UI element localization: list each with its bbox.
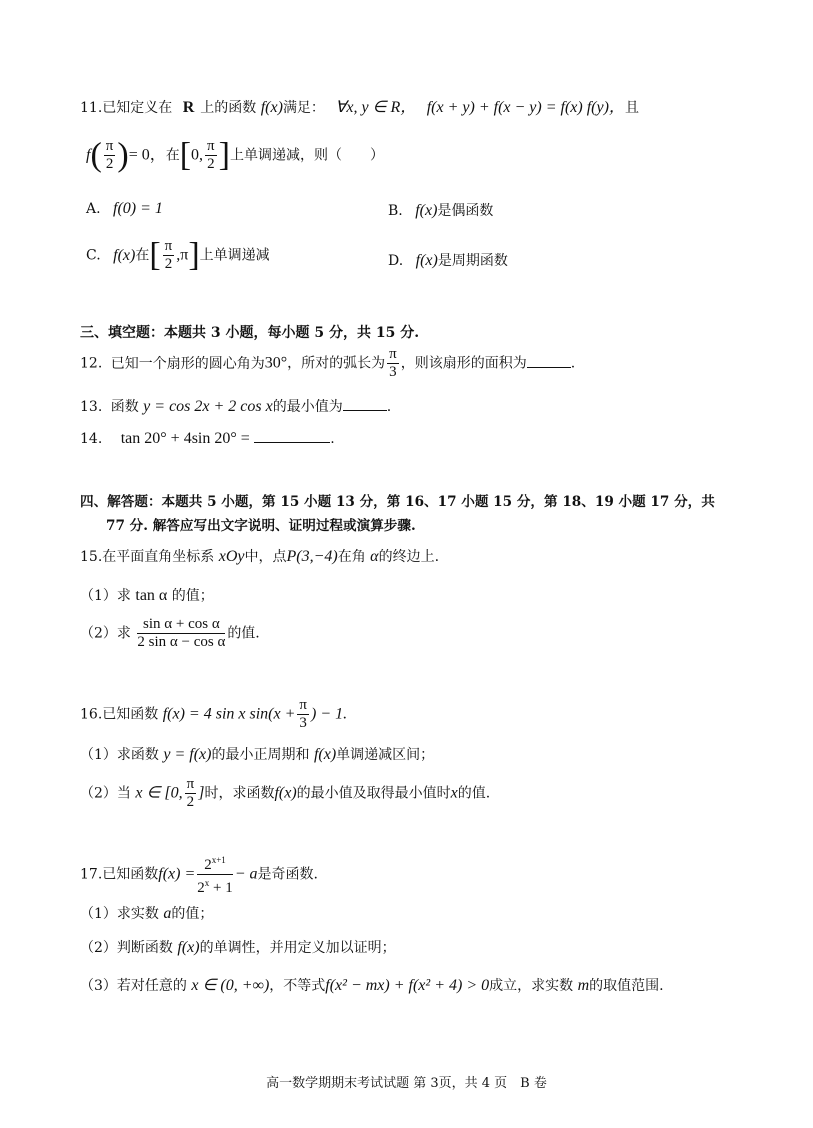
page-footer: 高一数学期期末考试试题 第 3页，共 4 页 B 卷 <box>266 1076 547 1091</box>
part-label: （3）若对任意的 <box>80 978 187 994</box>
q11-line1 <box>80 94 639 117</box>
question-number: 15. <box>80 549 103 565</box>
option-label: C. <box>86 247 101 264</box>
text: 满足： <box>282 100 325 116</box>
text: . <box>570 355 576 372</box>
math-expr: = 0， <box>128 146 166 164</box>
text: 的值； <box>171 906 214 922</box>
base: 2 <box>204 857 212 873</box>
denominator: 3 <box>299 715 307 731</box>
exponent: x <box>204 878 210 888</box>
text: 的值. <box>227 625 260 642</box>
answer-blank[interactable] <box>254 430 330 443</box>
q15-part1 <box>80 585 214 605</box>
denominator: 2 sin α − cos α <box>137 634 226 650</box>
math-expr: − a <box>234 865 258 883</box>
text: 的值； <box>171 588 214 604</box>
fraction-pi-2 <box>185 776 197 811</box>
q11-line2 <box>86 138 384 173</box>
real-set-symbol: R <box>182 99 195 116</box>
math-expr: f(x) = 4 sin x sin(x + <box>162 705 296 723</box>
question-number: 13. <box>80 399 103 415</box>
fraction-pi-3 <box>387 346 399 381</box>
q17-part3 <box>80 975 664 995</box>
numerator: π <box>389 346 397 362</box>
text: . <box>386 399 392 415</box>
math-expr: ,π <box>176 246 189 264</box>
text: 是偶函数 <box>437 203 494 219</box>
math-expr: tan α <box>135 587 168 604</box>
text: ，所对的弧长为 <box>287 355 386 372</box>
option-b <box>388 200 493 220</box>
question-number: 11. <box>80 100 103 116</box>
text: 是奇函数. <box>257 866 318 883</box>
section-3-title: 三、填空题：本题共 3 小题，每小题 5 分，共 15 分. <box>80 325 420 341</box>
math-expr: m <box>577 977 590 994</box>
right-paren: ) <box>117 136 129 174</box>
math-expr: f(0) = 1 <box>113 200 163 217</box>
math-expr: x ∈ [0, <box>135 784 183 802</box>
den-tail: + 1 <box>209 880 233 896</box>
text: 是周期函数 <box>437 253 508 269</box>
denominator: 2 <box>186 794 195 810</box>
text: 的最小值为 <box>272 399 343 415</box>
q17-line <box>80 852 318 897</box>
left-bracket: [ <box>149 236 161 274</box>
numerator <box>197 852 232 875</box>
text: ，则该扇形的面积为 <box>400 355 527 372</box>
text: 已知定义在 <box>102 100 173 116</box>
text: 已知函数 <box>102 866 159 883</box>
option-label: D. <box>388 253 404 269</box>
math-expr: f(x) <box>415 202 438 219</box>
functional-equation: f(x + y) + f(x − y) = f(x) f(y)， <box>426 99 625 116</box>
text: 已知函数 <box>102 706 159 723</box>
part-label: （2）判断函数 <box>80 940 173 956</box>
math-expr: f(x) <box>113 246 136 264</box>
fraction-pi-2 <box>205 138 217 173</box>
numerator: π <box>299 697 307 713</box>
text: 的最小正周期和 <box>211 747 310 763</box>
base: 2 <box>197 880 205 896</box>
text: 在平面直角坐标系 <box>102 549 215 565</box>
text: 在角 <box>337 549 366 565</box>
answer-blank[interactable] <box>527 355 571 368</box>
left-paren: ( <box>90 136 102 174</box>
fraction-sin-cos <box>137 616 225 651</box>
part-label: （1）求函数 <box>80 747 159 763</box>
text: 的终边上. <box>378 549 440 565</box>
denominator <box>197 875 232 897</box>
text: 时，求函数 <box>204 785 275 802</box>
text: 中，点 <box>244 549 287 565</box>
math-expr: f(x) <box>260 99 283 116</box>
part-label: （2）求 <box>80 625 131 642</box>
option-d <box>388 250 508 270</box>
denominator: 3 <box>389 364 397 380</box>
math-expr: f(x) <box>177 939 200 956</box>
fraction-pi-3 <box>297 697 309 732</box>
q17-part2 <box>80 937 396 957</box>
text: 已知一个扇形的圆心角为 <box>110 355 265 372</box>
q16-part1 <box>80 744 434 764</box>
math-expr: a <box>163 905 172 922</box>
answer-blank[interactable] <box>343 398 387 411</box>
part-label: （2）当 <box>80 785 131 802</box>
question-number: 17. <box>80 866 103 883</box>
denominator: 2 <box>207 156 215 172</box>
question-number: 16. <box>80 706 103 723</box>
part-label: （1）求实数 <box>80 906 159 922</box>
point-p: P(3,−4) <box>286 548 338 565</box>
option-a <box>86 200 163 218</box>
text: 上单调递减 <box>199 247 270 264</box>
math-expr: α <box>370 548 379 565</box>
right-bracket: ] <box>188 236 200 274</box>
math-expr: y = cos 2x + 2 cos x <box>143 398 273 415</box>
section-4-title-line2: 77 分. 解答应写出文字说明、证明过程或演算步骤. <box>106 518 416 534</box>
q16-part2 <box>80 776 490 811</box>
q13-line <box>80 396 391 416</box>
math-expr: f(x² − mx) + f(x² + 4) > 0 <box>325 977 490 994</box>
section-4-title-line1: 四、解答题：本题共 5 小题，第 15 小题 13 分，第 16、17 小题 15 分，第 18、19 小题 17 分，共 <box>80 494 715 510</box>
math-expr: y = f(x) <box>163 746 212 763</box>
q17-part1 <box>80 903 213 923</box>
numerator: π <box>164 238 173 254</box>
exponent: x+1 <box>211 855 226 865</box>
q12-line <box>80 346 575 381</box>
left-bracket: [ <box>179 136 192 174</box>
q15-line <box>80 546 439 566</box>
q14-line <box>80 430 335 448</box>
math-expr: xOy <box>218 548 245 565</box>
q16-line <box>80 697 347 732</box>
option-label: B. <box>388 203 403 219</box>
denominator: 2 <box>164 256 173 272</box>
denominator: 2 <box>105 156 114 172</box>
text: 且 <box>624 100 639 116</box>
text: ，不等式 <box>269 978 326 994</box>
text: 在 <box>165 147 180 164</box>
math-expr: 30° <box>264 354 288 372</box>
math-expr: tan 20° + 4sin 20° = <box>120 430 250 447</box>
text: 的单调性，并用定义加以证明； <box>199 940 396 956</box>
math-expr: f(x) <box>415 252 438 269</box>
right-bracket: ] <box>218 136 230 174</box>
text: 的取值范围. <box>589 978 664 994</box>
question-number: 14. <box>80 431 103 447</box>
question-number: 12. <box>80 355 103 372</box>
option-c <box>86 238 270 273</box>
part-label: （1）求 <box>80 588 131 604</box>
fraction-pi-2 <box>104 138 116 173</box>
numerator: sin α + cos α <box>137 616 225 634</box>
math-expr: x <box>450 784 458 802</box>
q15-part2 <box>80 616 260 651</box>
numerator: π <box>186 776 195 792</box>
fraction-2x <box>197 852 232 897</box>
text: 单调递减区间； <box>336 747 435 763</box>
math-expr: f <box>86 146 91 164</box>
math-expr: f(x) <box>274 784 297 802</box>
math-expr: 0, <box>191 146 204 164</box>
math-expr: ∀x, y ∈ R， <box>335 99 417 116</box>
math-expr: ) − 1. <box>310 705 348 723</box>
math-expr: x ∈ (0, +∞) <box>191 977 270 994</box>
text: 上单调递减，则（ ） <box>229 147 384 164</box>
text: . <box>330 431 335 447</box>
math-expr: ] <box>198 784 205 802</box>
numerator: π <box>105 138 114 154</box>
text: 的值. <box>457 785 491 802</box>
text: 成立，求实数 <box>489 978 574 994</box>
text: 在 <box>135 247 150 264</box>
math-expr: f(x) <box>313 746 337 763</box>
option-label: A. <box>86 201 101 217</box>
text: 上的函数 <box>200 100 257 116</box>
text: 的最小值及取得最小值时 <box>296 785 451 802</box>
text: 函数 <box>110 399 139 415</box>
numerator: π <box>207 138 215 154</box>
math-expr: f(x) = <box>158 865 196 883</box>
fraction-pi-2 <box>163 238 175 273</box>
